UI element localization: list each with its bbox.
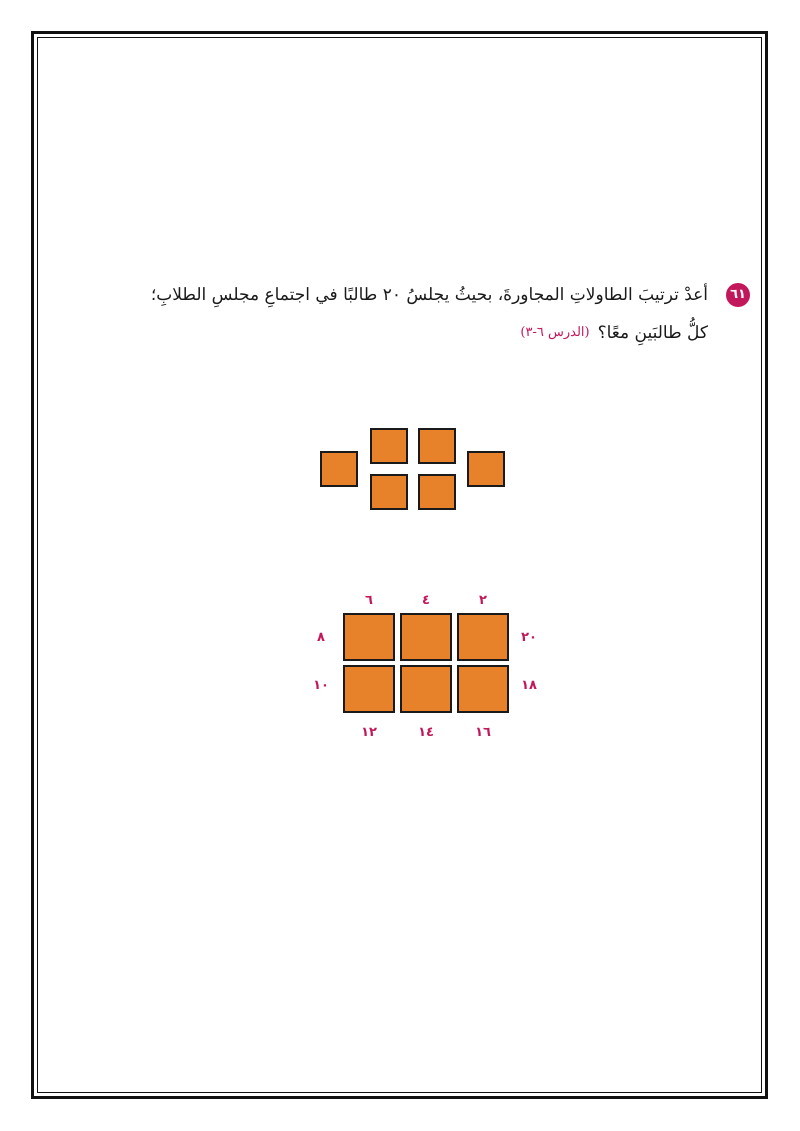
table-square (467, 451, 505, 487)
question-block (60, 276, 750, 352)
table-square (400, 613, 452, 661)
seat-number-bottom: ١٢ (361, 725, 377, 740)
table-square (370, 474, 408, 510)
table-square (457, 613, 509, 661)
table-square (418, 474, 456, 510)
seat-number-left: ٨ (317, 630, 325, 645)
seat-number-bottom: ١٤ (418, 725, 434, 740)
table-square (320, 451, 358, 487)
table-square (370, 428, 408, 464)
seat-number-top: ٦ (365, 593, 373, 608)
question-text-line-2: كلُّ طالبَينِ معًا؟ (597, 323, 708, 343)
lesson-reference: (الدرس ٦-٣) (520, 325, 590, 340)
seat-number-bottom: ١٦ (475, 725, 491, 740)
page-border-inner (37, 37, 762, 1093)
question-line-2 (60, 314, 750, 352)
table-square (343, 613, 395, 661)
question-number-badge: ٦١ (726, 283, 750, 307)
table-square (457, 665, 509, 713)
question-line-1 (60, 276, 750, 314)
seat-number-left: ١٠ (313, 678, 329, 693)
seat-number-top: ٢ (479, 593, 487, 608)
table-square (343, 665, 395, 713)
question-text-line-1: أعدْ ترتيبَ الطاولاتِ المجاورةَ، بحيثُ يجلسُ ٢٠ طالبًا في اجتماعِ مجلسِ الطلابِ؛ (150, 285, 708, 305)
seat-number-right: ١٨ (521, 678, 537, 693)
seat-number-right: ٢٠ (521, 630, 537, 645)
seat-number-top: ٤ (422, 593, 430, 608)
table-square (418, 428, 456, 464)
table-square (400, 665, 452, 713)
